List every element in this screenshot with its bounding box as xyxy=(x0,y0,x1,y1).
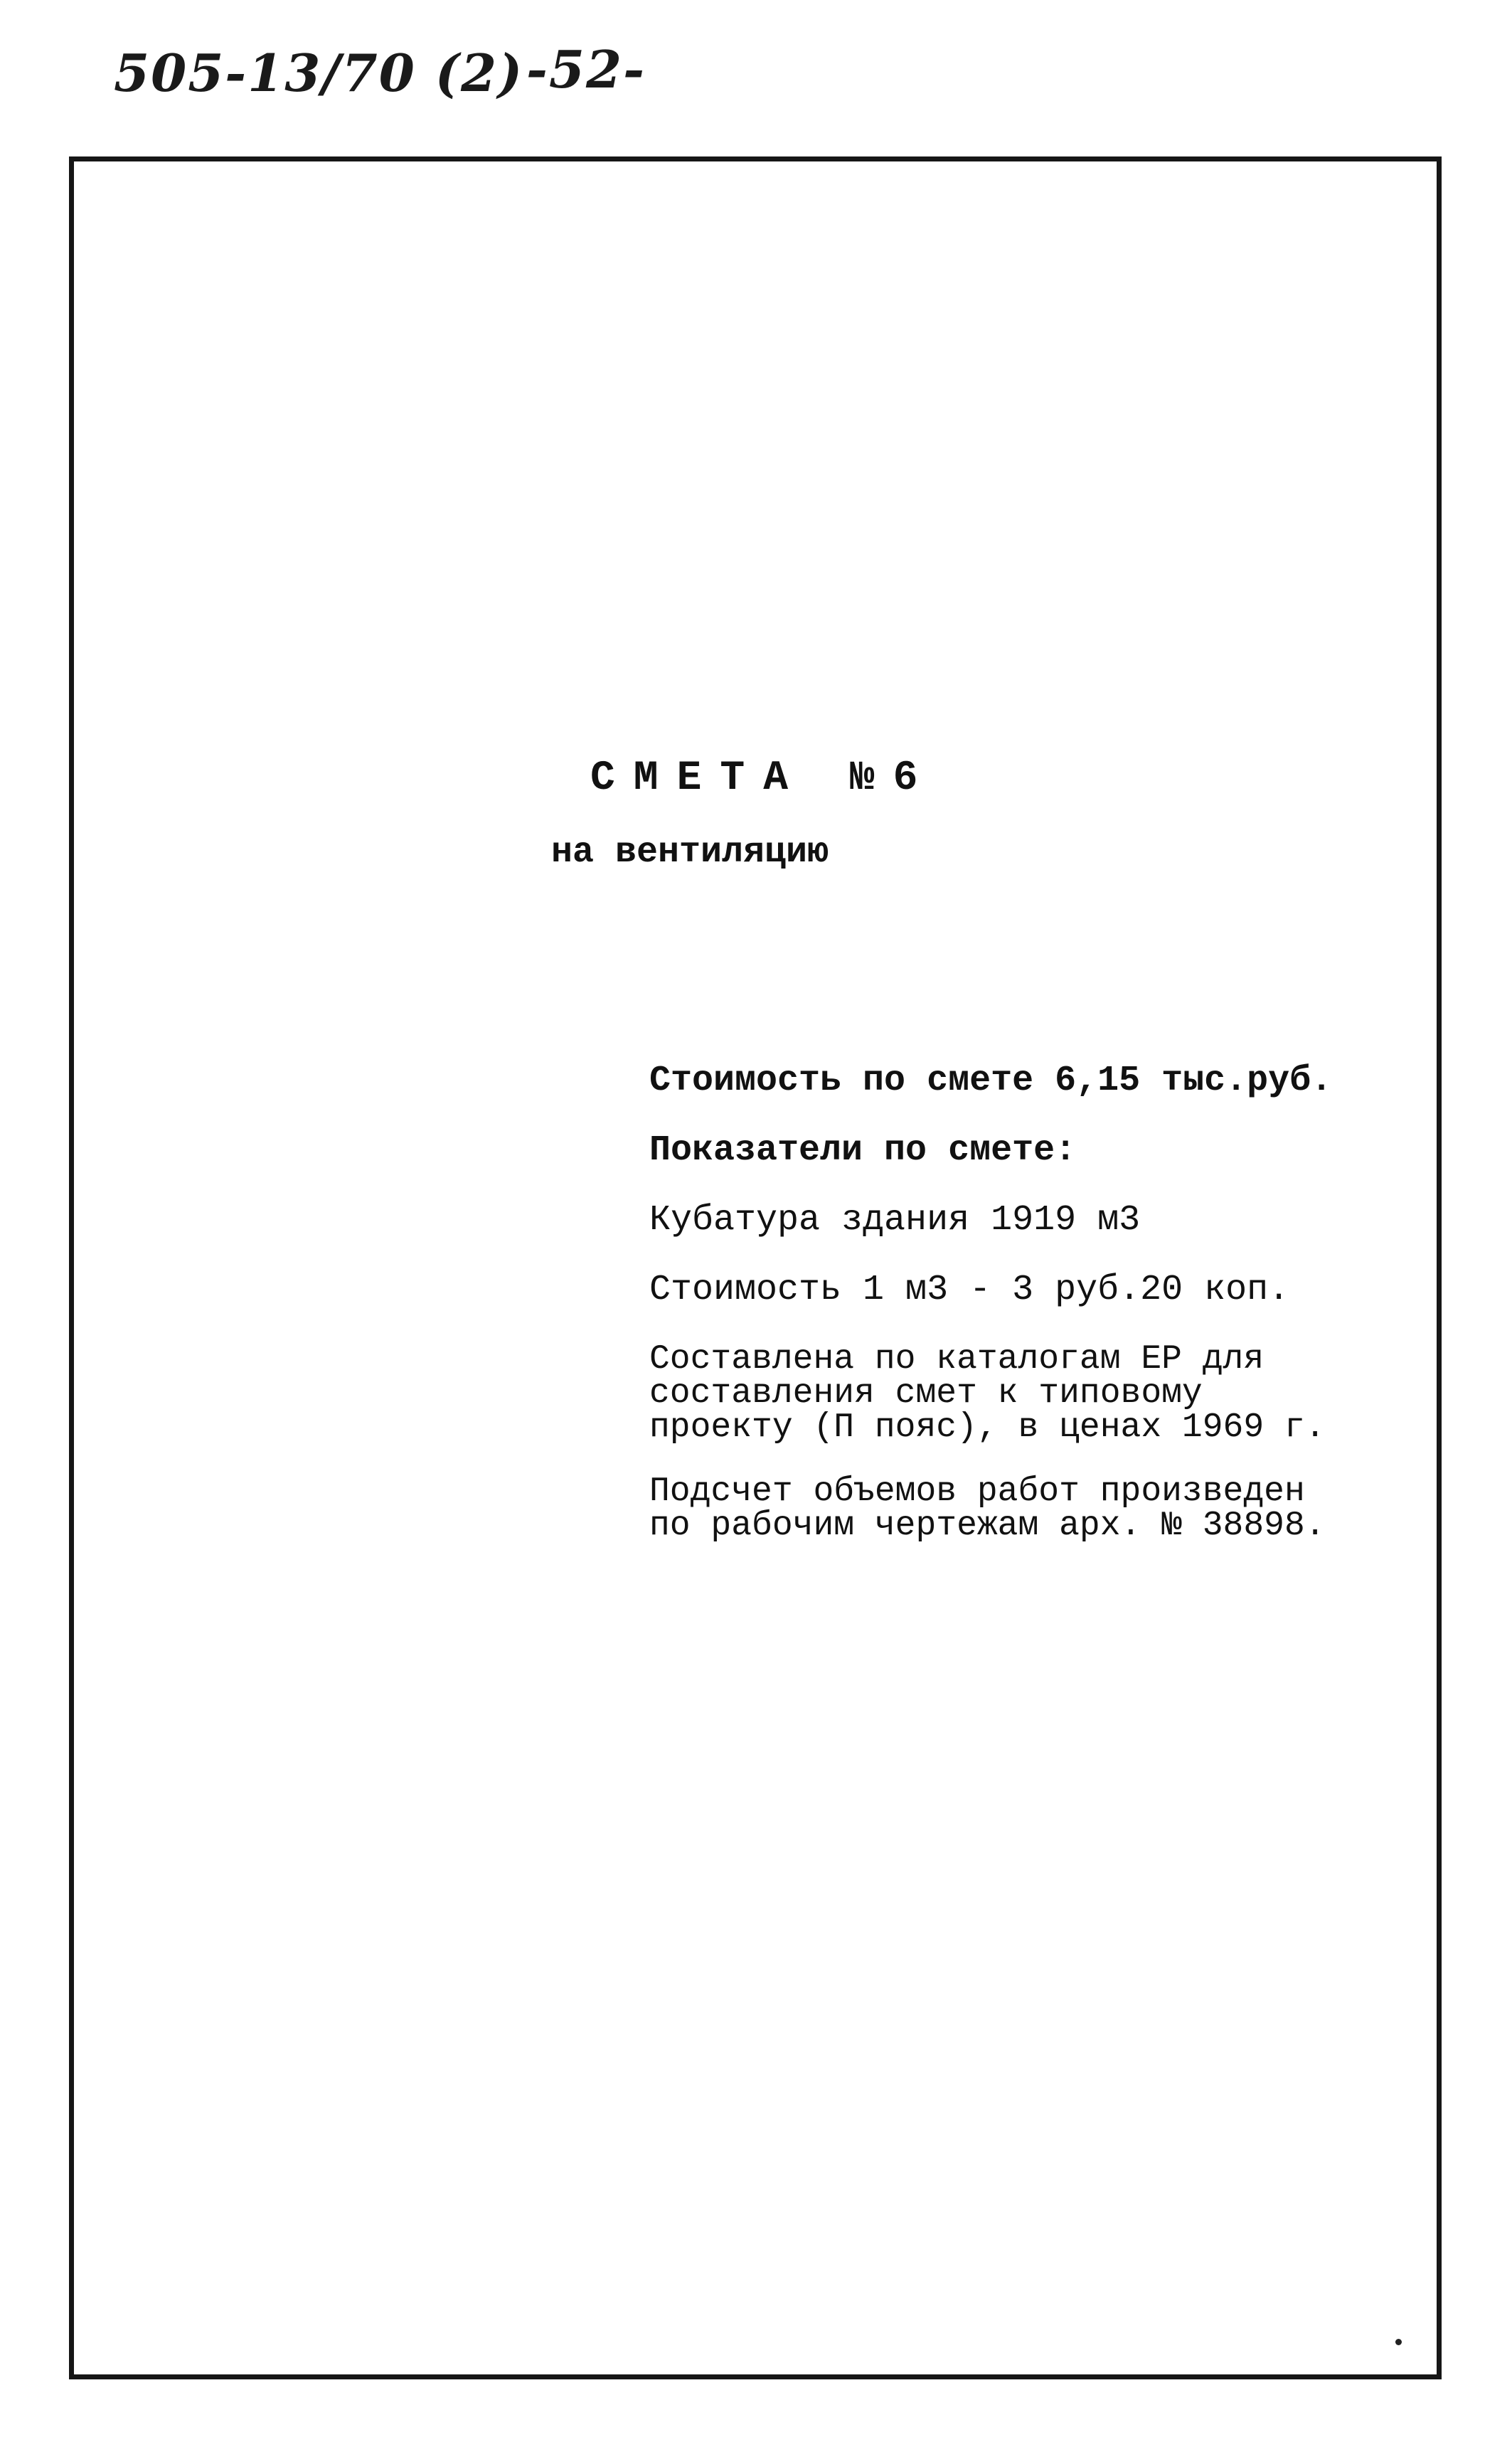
building-volume: Кубатура здания 1919 м3 xyxy=(649,1200,1141,1241)
handwritten-reference-number: 505-13/70 (2) xyxy=(114,43,524,103)
indicators-label: Показатели по смете: xyxy=(649,1130,1077,1171)
unit-cost: Стоимость 1 м3 - 3 руб.20 коп. xyxy=(649,1270,1290,1310)
page-number: -52- xyxy=(526,39,646,100)
compiled-note: Составлена по каталогам ЕР для составления смет к типовому проекту (П пояс), в ценах 1969 г. xyxy=(649,1340,1326,1447)
scan-speck xyxy=(1395,2339,1402,2345)
estimate-summary xyxy=(649,1063,1361,1543)
document-subtitle: на вентиляцию xyxy=(551,832,829,873)
estimate-cost: Стоимость по смете 6,15 тыс.руб. xyxy=(649,1061,1333,1101)
document-title: СМЕТА №6 xyxy=(590,755,937,802)
calculation-note: Подсчет объемов работ произведен по рабочим чертежам арх. № 38898. xyxy=(649,1472,1326,1545)
